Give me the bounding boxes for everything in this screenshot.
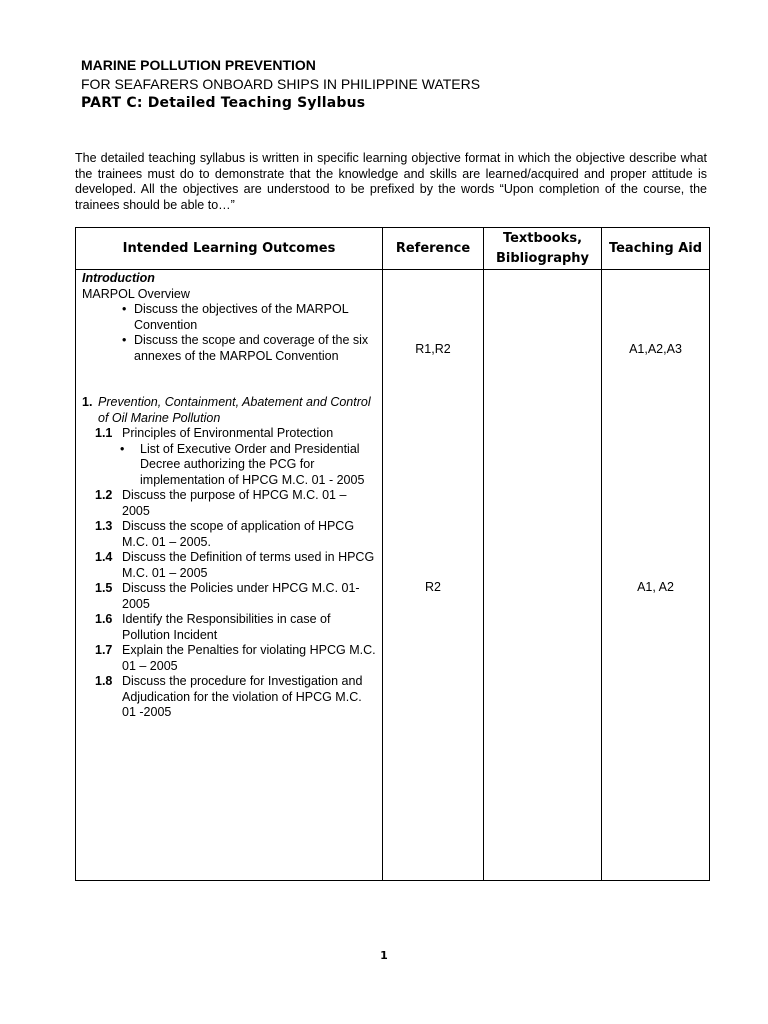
- section-item: [82, 550, 376, 581]
- section-1-number: 1.: [82, 395, 93, 409]
- section-item: [82, 519, 376, 550]
- textbooks-cell: [484, 270, 602, 881]
- document-title: MARINE POLLUTION PREVENTION: [81, 57, 316, 73]
- syllabus-table: [75, 227, 710, 881]
- section-1-1-bullets: [82, 442, 376, 489]
- section-1-teaching-aid: A1, A2: [637, 580, 674, 594]
- section-1-heading: [82, 395, 376, 426]
- intro-teaching-aid: A1,A2,A3: [629, 342, 682, 356]
- table-header-row: [76, 228, 710, 270]
- introduction-title: Introduction: [82, 271, 155, 285]
- section-item-number: 1.7: [95, 643, 113, 657]
- intro-paragraph: The detailed teaching syllabus is written in specific learning objective format in which the objective describe what the trainees must do to demonstrate that the knowledge and skills are learned/acquired and proper attitude is developed. All the objectives are understood to be prefixed by the words “Upon completion of the course, the trainees should be able to…”: [75, 151, 707, 212]
- reference-cell: [383, 270, 484, 881]
- section-item-number: 1.2: [95, 488, 113, 502]
- section-item-number: 1.6: [95, 612, 113, 626]
- table-row: [76, 270, 710, 881]
- list-item: • Discuss the objectives of the MARPOL Convention: [134, 302, 376, 333]
- section-item-number: 1.3: [95, 519, 113, 533]
- section-item: [82, 581, 376, 612]
- section-item: [82, 643, 376, 674]
- section-item-number: 1.1: [95, 426, 113, 440]
- section-item-number: 1.8: [95, 674, 113, 688]
- section-item-text: Discuss the purpose of HPCG M.C. 01 – 2005: [122, 488, 347, 518]
- section-item: [82, 488, 376, 519]
- header-teaching-aid: Teaching Aid: [602, 228, 710, 270]
- section-item: [82, 426, 376, 442]
- section-item-text: Discuss the Policies under HPCG M.C. 01-2005: [122, 581, 360, 611]
- section-item: [82, 612, 376, 643]
- list-item: • List of Executive Order and Presidential Decree authorizing the PCG for implementation of HPCG M.C. 01 - 2005: [140, 442, 376, 489]
- intro-reference: R1,R2: [415, 342, 451, 356]
- section-item-number: 1.4: [95, 550, 113, 564]
- header-textbooks: Textbooks, Bibliography: [484, 228, 602, 270]
- section-item-text: Discuss the scope of application of HPCG M.C. 01 – 2005.: [122, 519, 355, 549]
- section-item-text: Discuss the procedure for Investigation and Adjudication for the violation of HPCG M.C. 01 -2005: [122, 674, 363, 719]
- page-number: 1: [380, 949, 388, 962]
- list-item: • Discuss the scope and coverage of the six annexes of the MARPOL Convention: [134, 333, 376, 364]
- section-1-title: Prevention, Containment, Abatement and Control of Oil Marine Pollution: [98, 395, 371, 425]
- teaching-aid-cell: [602, 270, 710, 881]
- section-item-text: Principles of Environmental Protection: [122, 426, 334, 440]
- section-item-number: 1.5: [95, 581, 113, 595]
- section-1-reference: R2: [425, 580, 441, 594]
- header-outcomes: Intended Learning Outcomes: [76, 228, 383, 270]
- introduction-bullets: [82, 302, 376, 364]
- section-item: [82, 674, 376, 721]
- outcomes-cell: [76, 270, 383, 881]
- document-subtitle: FOR SEAFARERS ONBOARD SHIPS IN PHILIPPINE WATERS: [81, 76, 481, 92]
- part-heading: PART C: Detailed Teaching Syllabus: [81, 95, 366, 111]
- header-reference: Reference: [383, 228, 484, 270]
- section-item-text: Discuss the Definition of terms used in HPCG M.C. 01 – 2005: [122, 550, 375, 580]
- section-item-text: Explain the Penalties for violating HPCG M.C. 01 – 2005: [122, 643, 376, 673]
- introduction-topic: MARPOL Overview: [82, 286, 190, 301]
- section-item-text: Identify the Responsibilities in case of Pollution Incident: [122, 612, 331, 642]
